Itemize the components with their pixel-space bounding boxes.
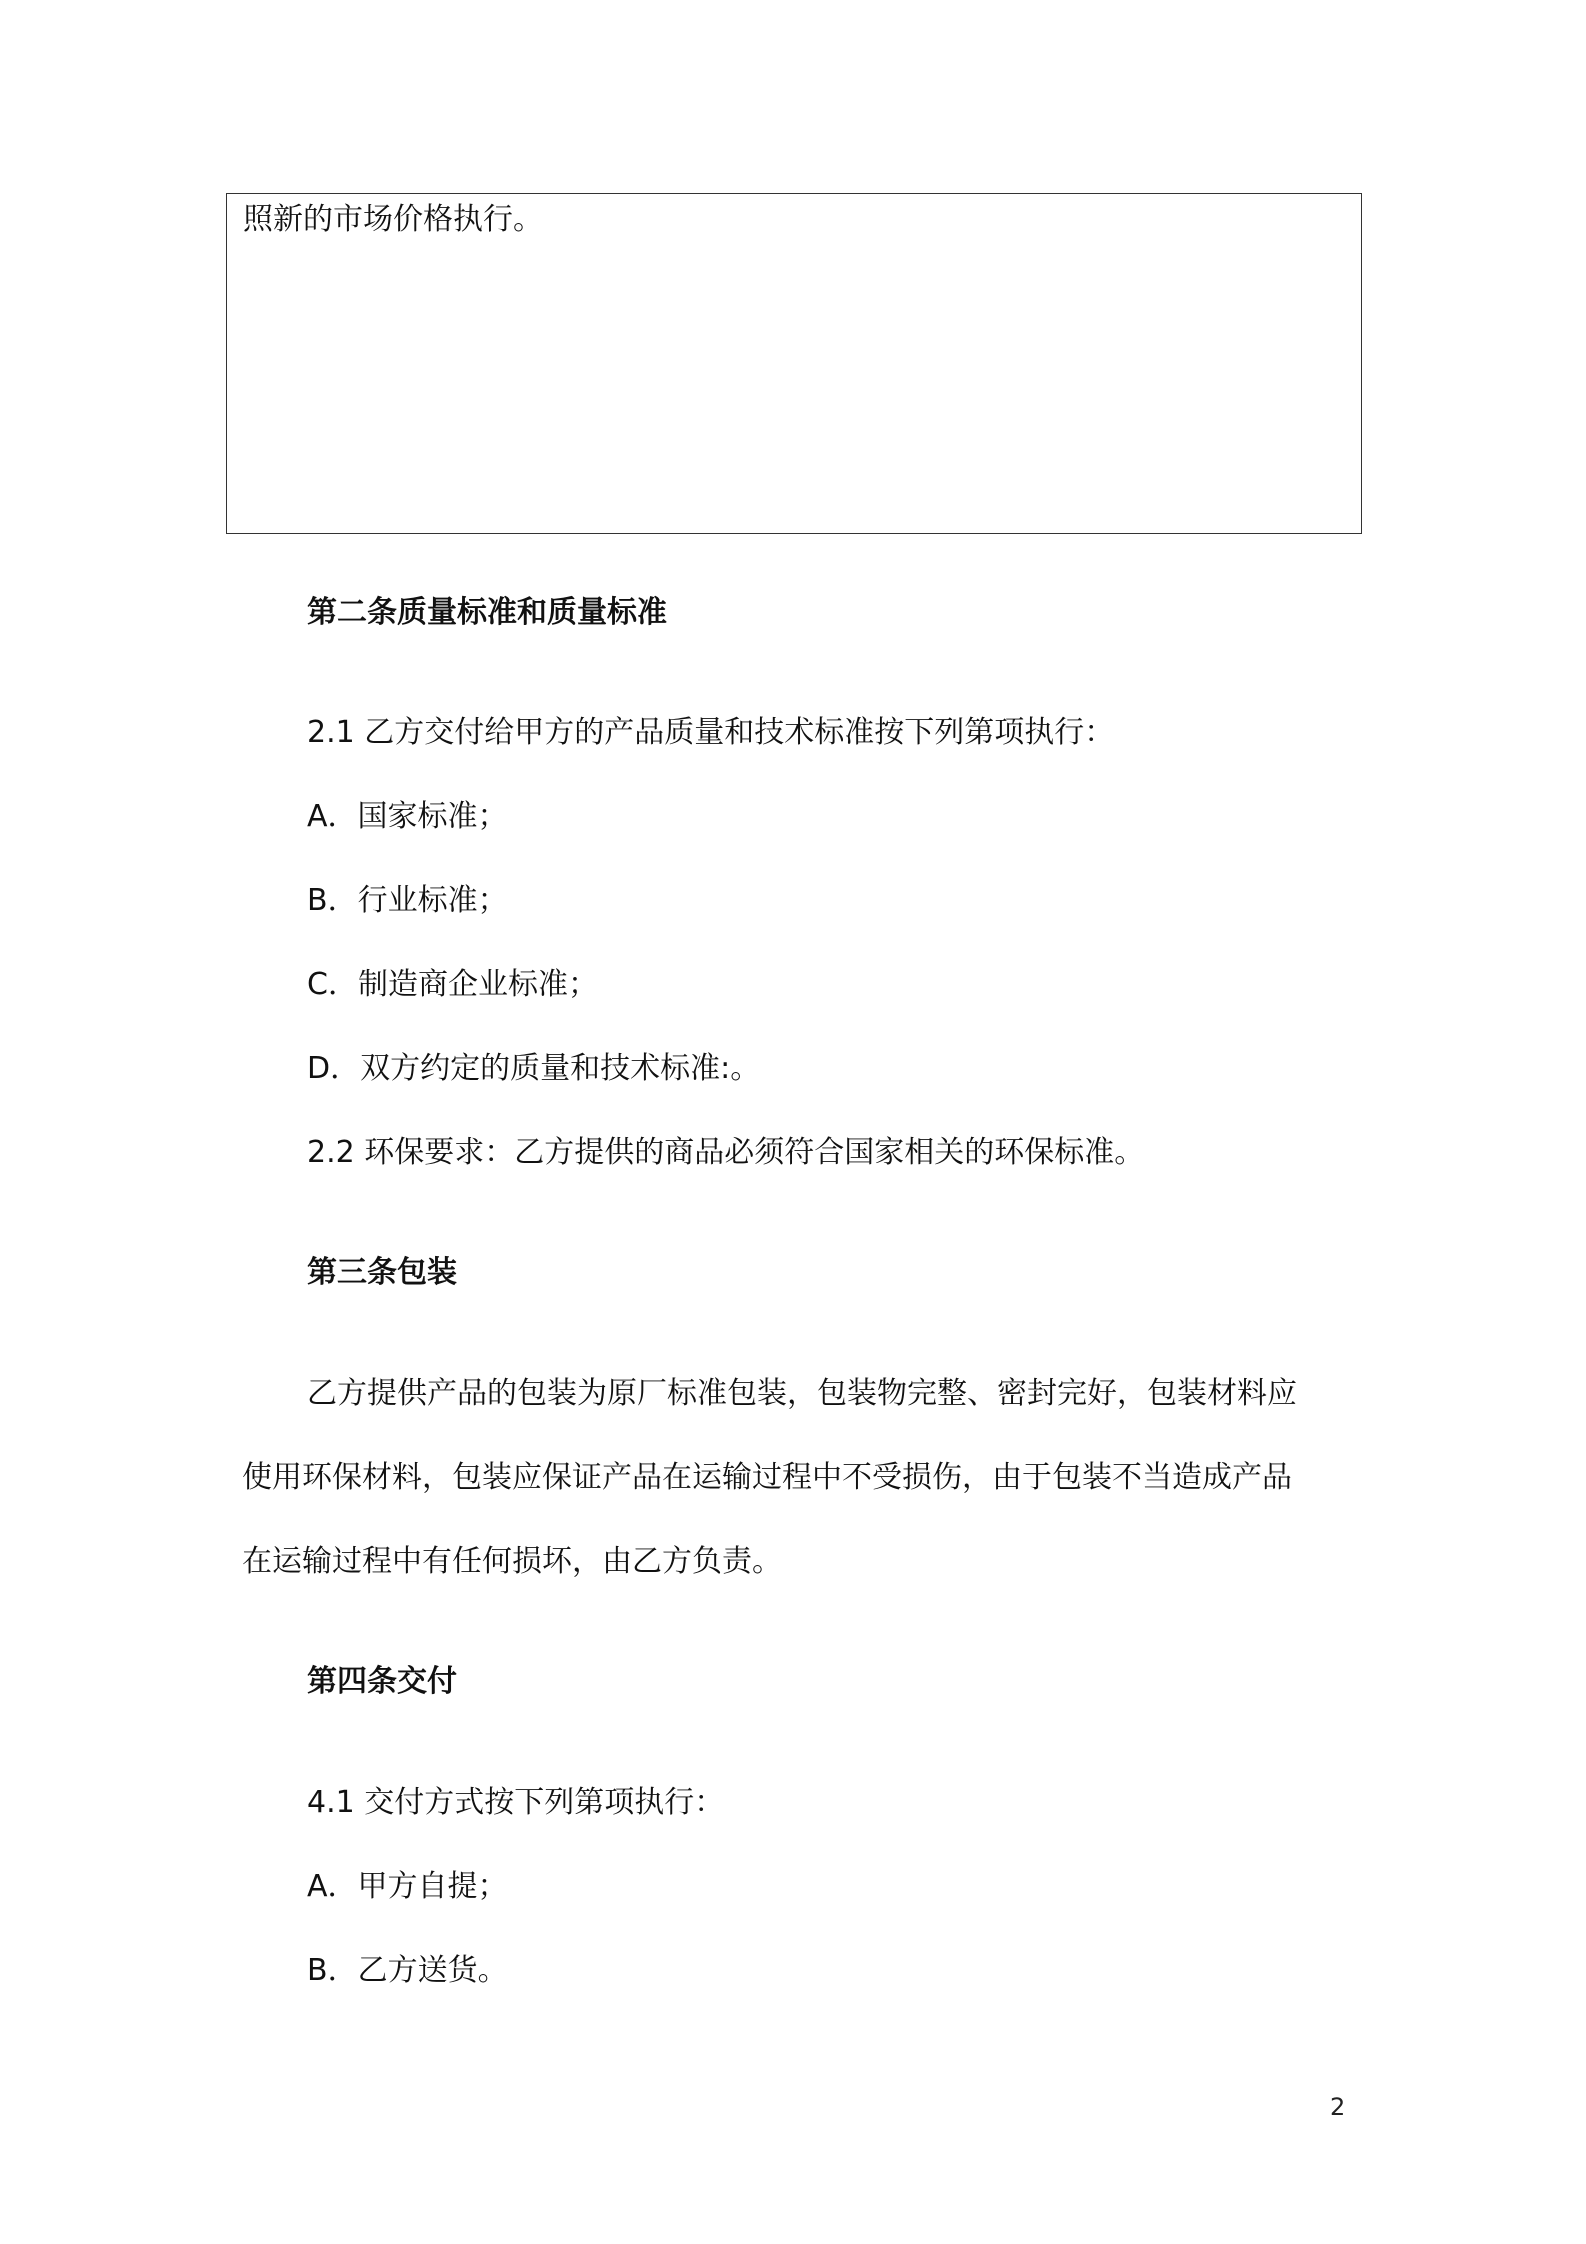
- page-number: 2: [1330, 2093, 1346, 2121]
- section-3-heading: 第三条包装: [307, 1255, 457, 1290]
- clause-2-1: 2.1 乙方交付给甲方的产品质量和技术标准按下列第项执行：: [307, 715, 1115, 750]
- clause-4-1: 4.1 交付方式按下列第项执行：: [307, 1785, 725, 1820]
- option-2-c: C．制造商企业标准；: [307, 967, 598, 1002]
- clause-2-2: 2.2 环保要求：乙方提供的商品必须符合国家相关的环保标准。: [307, 1135, 1145, 1170]
- section-3-paragraph-line-3: 在运输过程中有任何损坏，由乙方负责。: [242, 1544, 782, 1579]
- section-4-heading: 第四条交付: [307, 1664, 457, 1699]
- option-2-d: D．双方约定的质量和技术标准:。: [307, 1051, 761, 1086]
- table-cell-text: 照新的市场价格执行。: [243, 202, 543, 237]
- option-4-a: A．甲方自提；: [307, 1869, 508, 1904]
- section-3-paragraph-line-1: 乙方提供产品的包装为原厂标准包装，包装物完整、密封完好，包装材料应: [307, 1376, 1297, 1411]
- table-cell-box: [226, 193, 1362, 534]
- option-2-b: B．行业标准；: [307, 883, 508, 918]
- section-3-paragraph-line-2: 使用环保材料，包装应保证产品在运输过程中不受损伤，由于包装不当造成产品: [242, 1460, 1292, 1495]
- section-2-heading: 第二条质量标准和质量标准: [307, 595, 667, 630]
- option-4-b: B．乙方送货。: [307, 1953, 508, 1988]
- option-2-a: A．国家标准；: [307, 799, 508, 834]
